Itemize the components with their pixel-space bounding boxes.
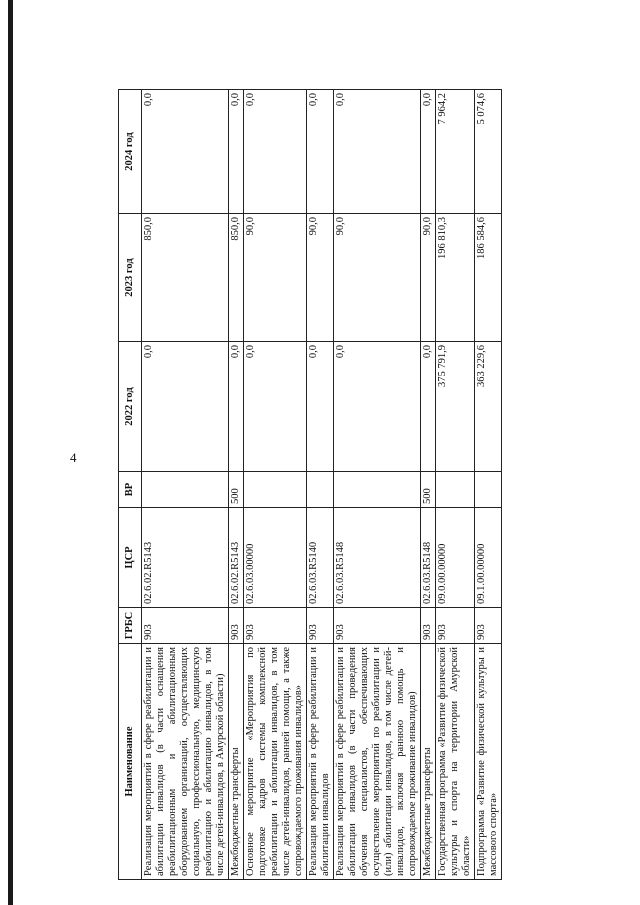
row-vr: 500 bbox=[421, 472, 436, 508]
row-2024: 0,0 bbox=[244, 90, 307, 214]
row-vr: 500 bbox=[229, 472, 244, 508]
table-row bbox=[229, 90, 244, 880]
row-csr: 09.1.00.00000 bbox=[475, 508, 502, 608]
row-vr bbox=[307, 472, 334, 508]
row-csr: 02.6.03.R5148 bbox=[421, 508, 436, 608]
table-header-row bbox=[119, 90, 142, 880]
row-2023: 186 584,6 bbox=[475, 214, 502, 342]
table-row bbox=[142, 90, 229, 880]
row-grbs: 903 bbox=[436, 608, 475, 644]
row-grbs: 903 bbox=[307, 608, 334, 644]
row-2022: 0,0 bbox=[244, 342, 307, 472]
row-2023: 850,0 bbox=[229, 214, 244, 342]
col-vr-header: ВР bbox=[119, 472, 142, 508]
table-row bbox=[436, 90, 475, 880]
table-row bbox=[334, 90, 421, 880]
row-csr: 02.6.02.R5143 bbox=[229, 508, 244, 608]
row-2024: 0,0 bbox=[142, 90, 229, 214]
row-grbs: 903 bbox=[229, 608, 244, 644]
row-csr: 02.6.03.00000 bbox=[244, 508, 307, 608]
row-2022: 0,0 bbox=[421, 342, 436, 472]
row-csr: 02.6.03.R5140 bbox=[307, 508, 334, 608]
row-2022: 0,0 bbox=[307, 342, 334, 472]
row-name: Основное мероприятие «Мероприятия по подготовке кадров системы комплексной реабилитации и абилитации инвалидов, в том числе детей-инвалидов, ранней помощи, а также сопровождаемого проживания инвалидов» bbox=[244, 644, 307, 880]
row-2022: 363 229,6 bbox=[475, 342, 502, 472]
table-row bbox=[244, 90, 307, 880]
row-2023: 90,0 bbox=[334, 214, 421, 342]
row-name: Реализация мероприятий в сфере реабилитации и абилитации инвалидов (в части проведения обучения специалистов, обеспечивающих осуществление мероприятий по реабилитации и (или) абилитации инвалидов, в том числе детей-инвалидов, включая раннюю помощь и сопровождаемое проживание инвалидов) bbox=[334, 644, 421, 880]
row-name: Реализация мероприятий в сфере реабилитации и абилитации инвалидов bbox=[307, 644, 334, 880]
rotated-page bbox=[118, 90, 588, 880]
row-vr bbox=[436, 472, 475, 508]
row-2024: 0,0 bbox=[421, 90, 436, 214]
row-2023: 90,0 bbox=[244, 214, 307, 342]
col-2024-header: 2024 год bbox=[119, 90, 142, 214]
row-2022: 0,0 bbox=[142, 342, 229, 472]
row-grbs: 903 bbox=[334, 608, 421, 644]
row-2023: 850,0 bbox=[142, 214, 229, 342]
row-vr bbox=[334, 472, 421, 508]
row-vr bbox=[475, 472, 502, 508]
table-row bbox=[307, 90, 334, 880]
row-name: Подпрограмма «Развитие физической культуры и массового спорта» bbox=[475, 644, 502, 880]
row-2024: 0,0 bbox=[229, 90, 244, 214]
binding-edge bbox=[8, 0, 13, 905]
row-2024: 0,0 bbox=[334, 90, 421, 214]
row-name: Межбюджетные трансферты bbox=[229, 644, 244, 880]
col-2022-header: 2022 год bbox=[119, 342, 142, 472]
row-vr bbox=[142, 472, 229, 508]
row-grbs: 903 bbox=[475, 608, 502, 644]
table-row bbox=[421, 90, 436, 880]
row-grbs: 903 bbox=[244, 608, 307, 644]
row-2023: 90,0 bbox=[307, 214, 334, 342]
col-2023-header: 2023 год bbox=[119, 214, 142, 342]
row-csr: 02.6.02.R5143 bbox=[142, 508, 229, 608]
row-name: Государственная программа «Развитие физической культуры и спорта на территории Амурской области» bbox=[436, 644, 475, 880]
row-2024: 7 964,2 bbox=[436, 90, 475, 214]
row-name: Межбюджетные трансферты bbox=[421, 644, 436, 880]
row-2022: 375 791,9 bbox=[436, 342, 475, 472]
col-name-header: Наименование bbox=[119, 644, 142, 880]
row-csr: 09.0.00.00000 bbox=[436, 508, 475, 608]
row-2024: 0,0 bbox=[307, 90, 334, 214]
row-name: Реализация мероприятий в сфере реабилитации и абилитации инвалидов (в части оснащения реабилитационным и абилитационным оборудованием организаций, осуществляющих социальную, профессиональную, медицинскую реабилитацию и абилитацию инвалидов, в том числе детей-инвалидов, в Амурской области) bbox=[142, 644, 229, 880]
row-csr: 02.6.03.R5148 bbox=[334, 508, 421, 608]
page-number: 4 bbox=[70, 450, 77, 465]
row-2023: 90,0 bbox=[421, 214, 436, 342]
budget-table bbox=[118, 89, 502, 880]
row-2022: 0,0 bbox=[334, 342, 421, 472]
col-csr-header: ЦСР bbox=[119, 508, 142, 608]
row-vr bbox=[244, 472, 307, 508]
table-row bbox=[475, 90, 502, 880]
row-grbs: 903 bbox=[421, 608, 436, 644]
row-2024: 5 074,6 bbox=[475, 90, 502, 214]
col-grbs-header: ГРБС bbox=[119, 608, 142, 644]
row-2022: 0,0 bbox=[229, 342, 244, 472]
row-2023: 196 810,3 bbox=[436, 214, 475, 342]
row-grbs: 903 bbox=[142, 608, 229, 644]
